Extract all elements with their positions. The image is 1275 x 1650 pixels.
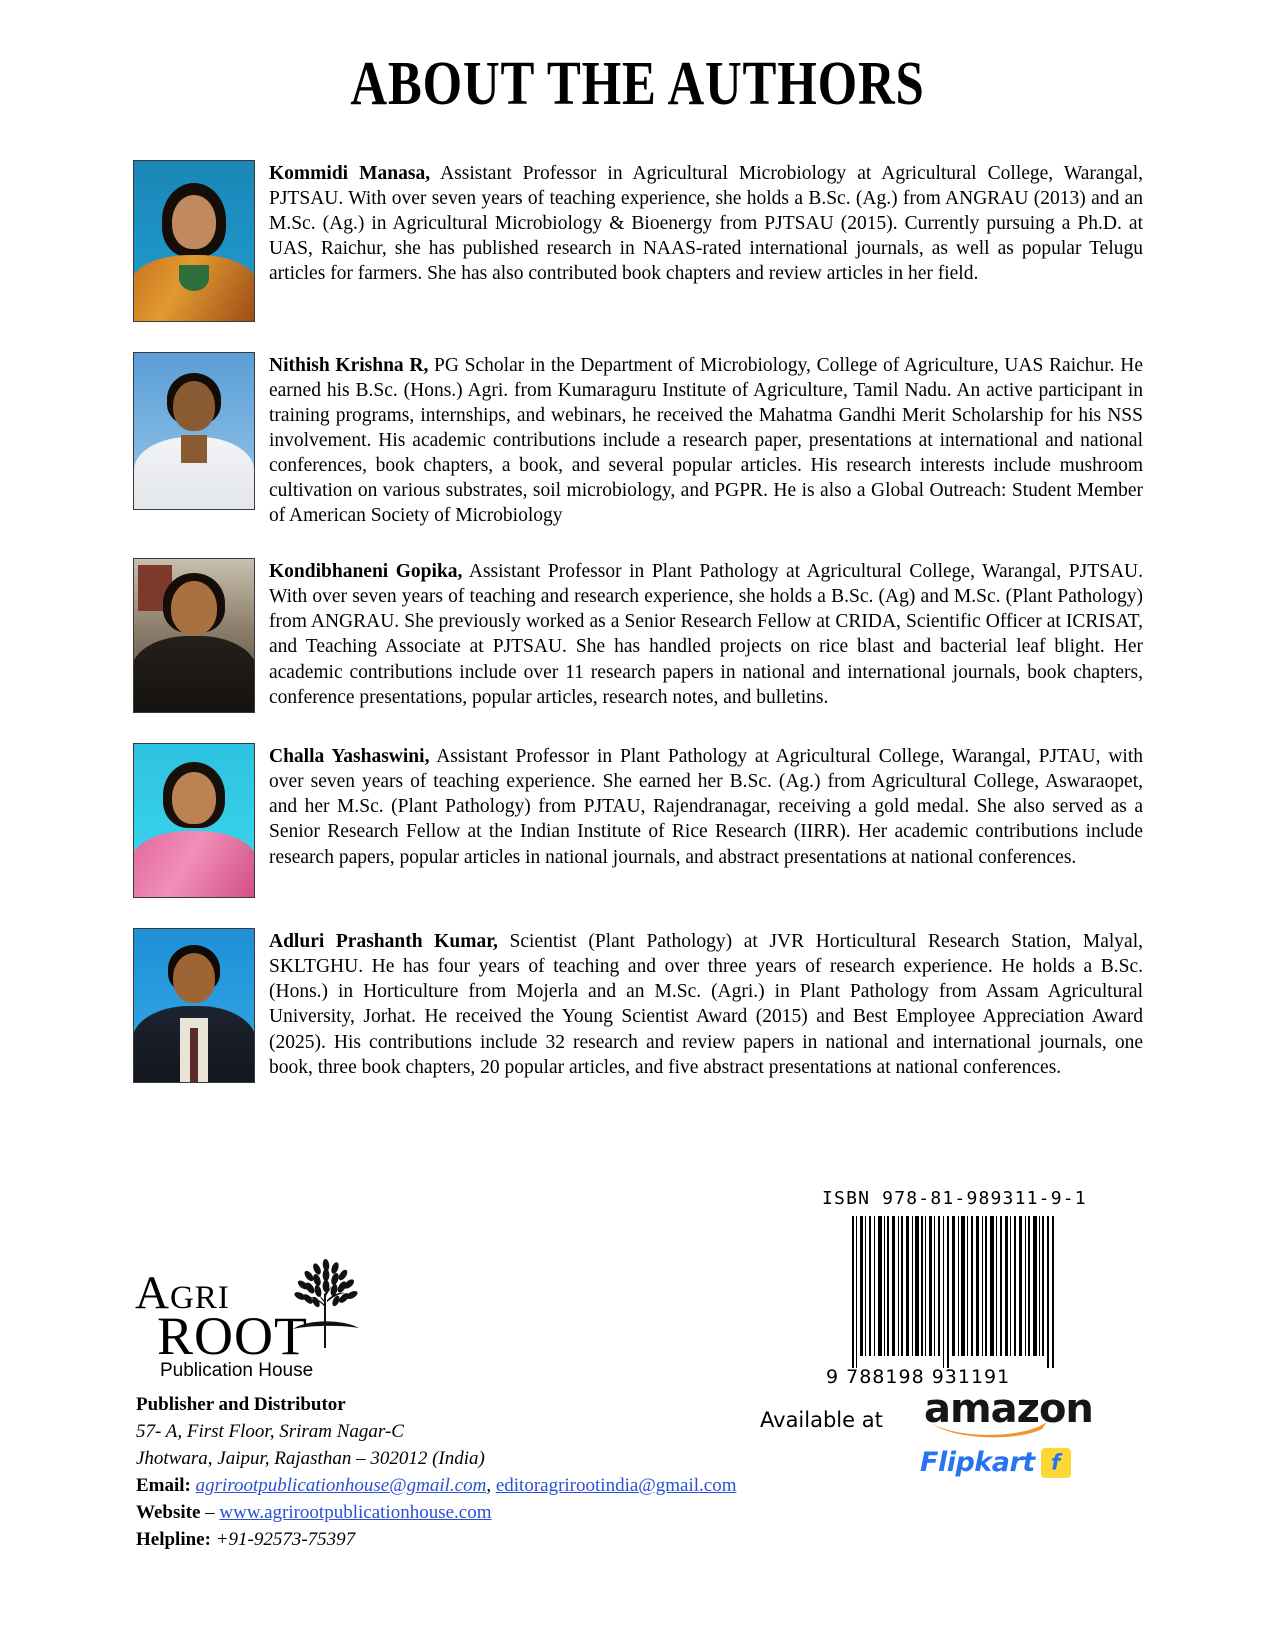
author-name: Adluri Prashanth Kumar,: [269, 931, 498, 953]
logo-agri-text: Agri: [135, 1267, 230, 1319]
author-entry: [133, 928, 1143, 1083]
available-at-label: Available at: [760, 1408, 883, 1432]
author-bio-text: PG Scholar in the Department of Microbiology, College of Agriculture, UAS Raichur. He earned his B.Sc. (Hons.) Agri. from Kumaraguru Institute of Agriculture, Tamil Nadu. An active participant in training programs, internships, and webinars, he received the Mahatma Gandhi Merit Scholarship for his NSS involvement. His academic contributions include a research paper, presentations at international and national conferences, book chapters, a book, and several popular articles. His research interests include mushroom cultivation on various substrates, soil microbiology, and PGPR. He is also a Global Outreach: Student Member of American Society of Microbiology: [269, 355, 1143, 527]
email-link-primary[interactable]: agrirootpublicationhouse@gmail.com: [195, 1474, 487, 1496]
author-name: Nithish Krishna R,: [269, 355, 429, 376]
email-label: Email:: [136, 1474, 191, 1496]
portrait-kommidi-manasa-image: [134, 161, 254, 321]
author-entry: [133, 352, 1143, 528]
author-photo-frame: [133, 352, 255, 510]
page-title: ABOUT THE AUTHORS: [350, 50, 925, 118]
helpline-number: +91-92573-75397: [210, 1528, 356, 1550]
publisher-logo: [133, 1258, 363, 1381]
publisher-address-line-2: Jhotwara, Jaipur, Rajasthan – 302012 (India): [136, 1447, 485, 1469]
author-bio: [269, 160, 1143, 286]
email-separator: ,: [486, 1474, 496, 1496]
isbn-label: ISBN 978-81-989311-9-1: [822, 1188, 1087, 1209]
publisher-website-row: [136, 1500, 737, 1527]
portrait-challa-yashaswini-image: [134, 744, 254, 897]
logo-tagline: Publication House: [160, 1360, 314, 1381]
author-photo-frame: [133, 743, 255, 898]
flipkart-badge-letter: f: [1051, 1450, 1061, 1475]
author-bio: [269, 352, 1143, 528]
publisher-details: [136, 1392, 737, 1554]
author-photo-frame: [133, 558, 255, 713]
portrait-adluri-prashanth-kumar-image: [134, 929, 254, 1082]
author-name: Challa Yashaswini,: [269, 746, 430, 768]
author-bio-text: Assistant Professor in Agricultural Microbiology at Agricultural College, Warangal, PJTSAU. With over seven years of teaching experience, she holds a B.Sc. (Ag.) from ANGRAU (2013) and an M.Sc. (Ag.) in Agricultural Microbiology & Bioenergy from PJTSAU (2015). Currently pursuing a Ph.D. at UAS, Raichur, she has published research in NAAS-rated international journals, as well as popular Telugu articles for farmers. She has also contributed book chapters and review articles in her field.: [269, 163, 1143, 285]
website-link[interactable]: www.agrirootpublicationhouse.com: [219, 1501, 492, 1523]
publisher-address-line-1: 57- A, First Floor, Sriram Nagar-C: [136, 1420, 404, 1442]
helpline-label: Helpline:: [136, 1528, 211, 1550]
author-bio: [269, 558, 1143, 709]
author-photo-frame: [133, 160, 255, 322]
amazon-logo[interactable]: [924, 1386, 1093, 1438]
author-name: Kondibhaneni Gopika,: [269, 561, 463, 583]
author-bio: [269, 743, 1143, 869]
portrait-kondibhaneni-gopika-image: [134, 559, 254, 712]
author-bio: [269, 928, 1143, 1079]
website-label: Website: [136, 1501, 201, 1523]
flipkart-badge-icon: [1041, 1448, 1071, 1478]
amazon-wordmark: amazon: [924, 1386, 1093, 1432]
author-bio-text: Assistant Professor in Plant Pathology at Agricultural College, Warangal, PJTAU, with over seven years of teaching experience. She earned her B.Sc. (Ag.) from Agricultural College, Aswaraopet, and her M.Sc. (Plant Pathology) from PJTAU, Rajendranagar, receiving a gold medal. She also served as a Senior Research Fellow at the Indian Institute of Rice Research (IIRR). Her academic contributions include research papers, popular articles in national journals, and abstract presentations at national conferences.: [269, 746, 1143, 868]
author-entry: [133, 558, 1143, 713]
flipkart-logo[interactable]: [920, 1447, 1071, 1478]
tree-icon: [283, 1256, 369, 1352]
email-link-secondary[interactable]: editoragrirootindia@gmail.com: [495, 1474, 737, 1496]
isbn-block: [822, 1188, 1087, 1388]
publisher-email-row: [136, 1473, 737, 1500]
portrait-nithish-krishna-r-image: [134, 353, 254, 509]
author-entry: [133, 743, 1143, 898]
author-photo-frame: [133, 928, 255, 1083]
barcode: [826, 1216, 1058, 1388]
publisher-heading: Publisher and Distributor: [136, 1394, 346, 1415]
author-name: Kommidi Manasa,: [269, 163, 431, 184]
barcode-bars-icon: [846, 1216, 1058, 1368]
author-bio-text: Assistant Professor in Plant Pathology at Agricultural College, Warangal, PJTSAU. With over seven years of teaching and research experience, she holds a B.Sc. (Ag) and M.Sc. (Plant Pathology) from ANGRAU. She previously worked as a Senior Research Fellow at CRIDA, Scientific Officer at ICRISAT, and Teaching Associate at PJTSAU. She has handled projects on rice blast and bacterial leaf blight. Her academic contributions include over 11 research papers in national and international journals, book chapters, conference presentations, popular articles, research notes, and bulletins.: [269, 561, 1143, 708]
logo-root-text: ROOT: [157, 1306, 308, 1366]
barcode-digits: 9 788198 931191: [826, 1366, 1011, 1388]
authors-list: [133, 160, 1143, 1113]
author-entry: [133, 160, 1143, 322]
publisher-helpline-row: [136, 1527, 737, 1554]
author-bio-text: Scientist (Plant Pathology) at JVR Horticultural Research Station, Malyal, SKLTGHU. He has four years of teaching and over three years of research experience. He holds a B.Sc. (Hons.) in Horticulture from Mojerla and an M.Sc. (Agri.) in Plant Pathology from Assam Agricultural University, Jorhat. He received the Young Scientist Award (2015) and Best Employee Appreciation Award (2025). His contributions include 32 research and review papers in national and international journals, one book, three book chapters, 20 popular articles, and five abstract presentations at national conferences.: [269, 931, 1143, 1078]
flipkart-wordmark: Flipkart: [920, 1447, 1035, 1478]
website-dash: –: [200, 1501, 220, 1523]
